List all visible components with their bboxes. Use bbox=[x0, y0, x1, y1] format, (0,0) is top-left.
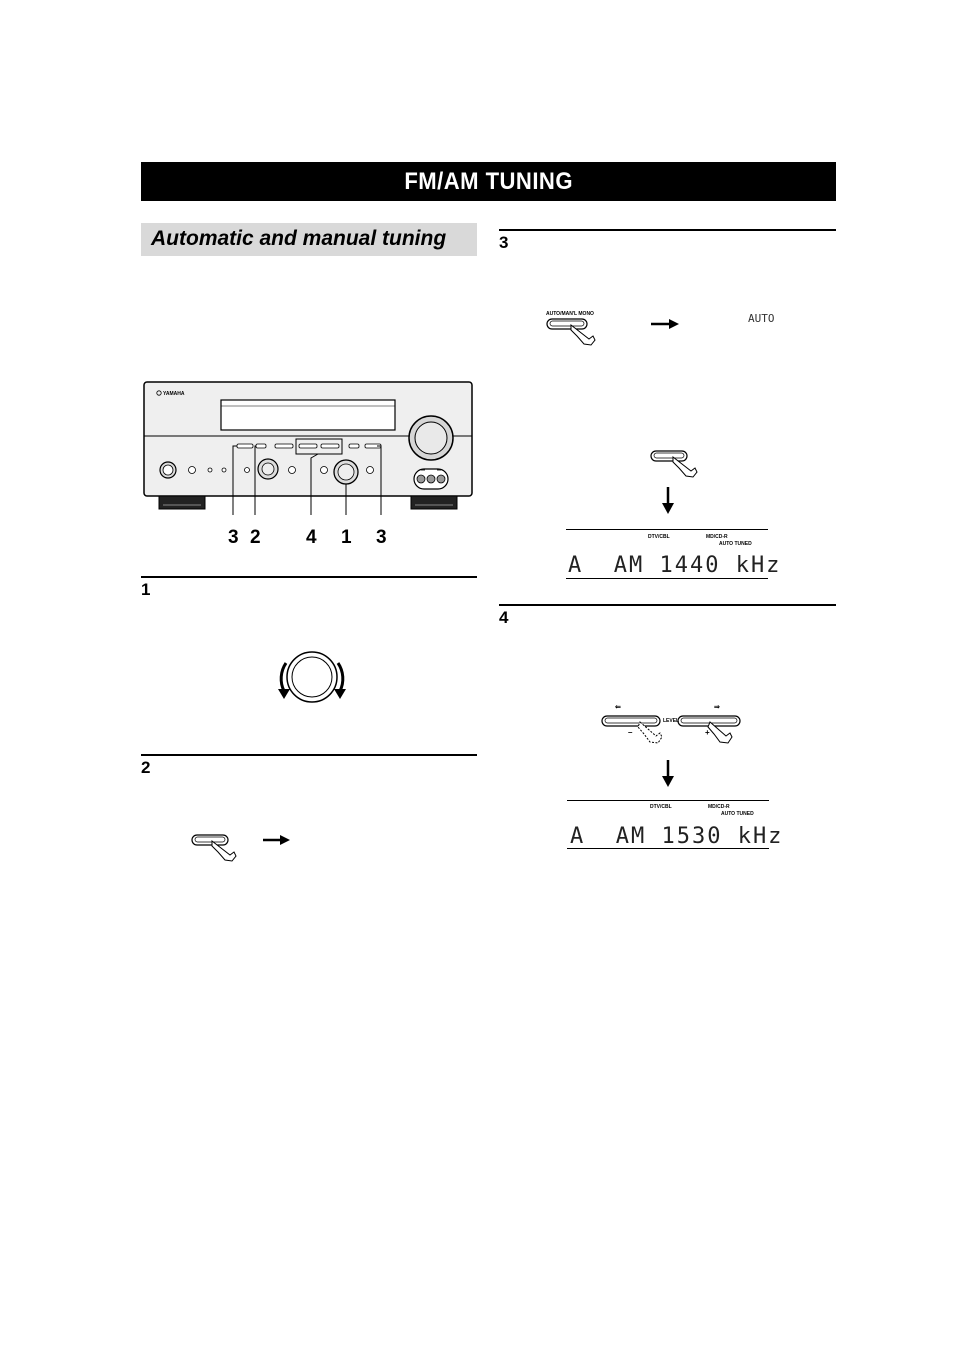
page-title-bar bbox=[141, 162, 836, 201]
plus-sign: + bbox=[705, 728, 710, 737]
auto-manl-mono-button-illustration bbox=[545, 316, 695, 348]
display-2-bottom-rule bbox=[567, 848, 769, 849]
callout-3-right: 3 bbox=[376, 527, 387, 548]
step-3-rule bbox=[499, 229, 836, 231]
step-4-down-arrow-icon bbox=[661, 760, 675, 788]
preset-right-arrow-label: ⇒ bbox=[714, 704, 720, 711]
auto-manl-mono-label: AUTO/MAN'L MONO bbox=[546, 311, 594, 317]
display-2-top-rule bbox=[567, 800, 769, 801]
callout-1: 1 bbox=[341, 527, 352, 548]
step-3-button-press-illustration bbox=[649, 448, 709, 480]
step-2-rule bbox=[141, 754, 477, 756]
display-1-bottom-rule bbox=[566, 578, 768, 579]
preset-left-arrow-label: ⇐ bbox=[615, 704, 621, 711]
receiver-front-panel-illustration bbox=[141, 380, 476, 515]
display-1-top-rule bbox=[566, 529, 768, 530]
step-1-rule bbox=[141, 576, 477, 578]
callout-2: 2 bbox=[250, 527, 261, 548]
step-4-rule bbox=[499, 604, 836, 606]
display-2-auto-tuned-indicator: AUTO TUNED bbox=[721, 811, 754, 817]
display-2-md-cdr-indicator: MD/CD-R bbox=[708, 804, 730, 810]
step-3-down-arrow-icon bbox=[661, 487, 675, 515]
display-2-frequency-readout: A AM 1530 kHz bbox=[570, 824, 784, 849]
display-1-frequency-readout: A AM 1440 kHz bbox=[568, 553, 782, 578]
section-title: Automatic and manual tuning bbox=[151, 227, 447, 250]
display-1-md-cdr-indicator: MD/CD-R bbox=[706, 534, 728, 540]
brand-logo: YAMAHA bbox=[163, 391, 185, 397]
level-label: LEVEL bbox=[663, 718, 680, 724]
display-2-dtv-cbl-indicator: DTV/CBL bbox=[650, 804, 672, 810]
step-4-number: 4 bbox=[499, 608, 509, 627]
auto-indicator: AUTO bbox=[748, 312, 775, 325]
section-heading bbox=[141, 223, 477, 256]
page-title: FM/AM TUNING bbox=[404, 167, 573, 195]
display-1-dtv-cbl-indicator: DTV/CBL bbox=[648, 534, 670, 540]
step-2-number: 2 bbox=[141, 758, 151, 777]
step-1-number: 1 bbox=[141, 580, 151, 599]
step-2-button-press-illustration bbox=[190, 830, 300, 864]
minus-sign: – bbox=[628, 728, 633, 737]
callout-3-left: 3 bbox=[228, 527, 239, 548]
tuning-knob-rotate-illustration bbox=[270, 645, 354, 709]
step-3-number: 3 bbox=[499, 233, 509, 252]
display-1-auto-tuned-indicator: AUTO TUNED bbox=[719, 541, 752, 547]
callout-4: 4 bbox=[306, 527, 317, 548]
